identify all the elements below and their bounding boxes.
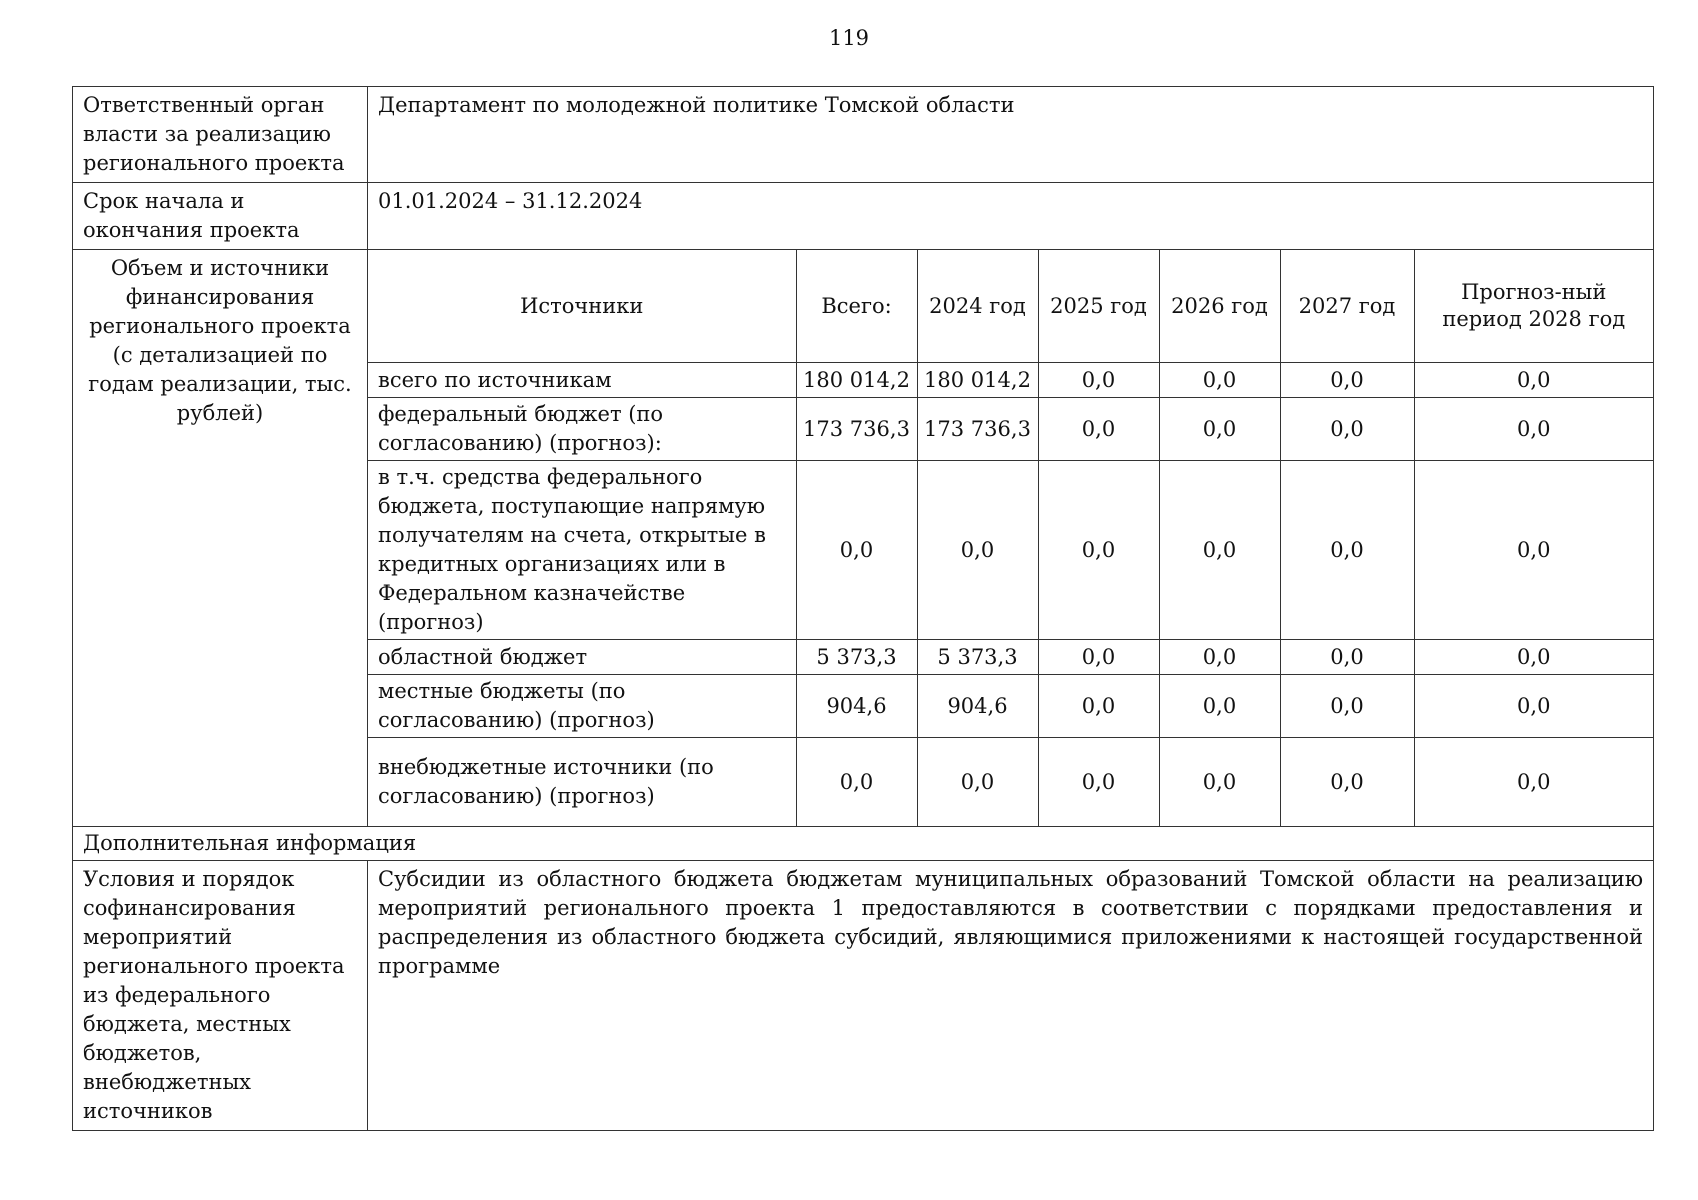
financing-value-cell: 0,0: [1280, 675, 1414, 738]
financing-source-cell: внебюджетные источники (по согласованию) (прогноз): [368, 738, 796, 827]
financing-label: Объем и источники финансирования регионального проекта (с детализацией по годам реализации, тыс. рублей): [73, 250, 368, 827]
financing-value-cell: 5 373,3: [917, 640, 1038, 675]
financing-source-cell: местные бюджеты (по согласованию) (прогноз): [368, 675, 796, 738]
additional-info-row: [73, 827, 1654, 861]
financing-row: [368, 640, 1653, 675]
financing-value-cell: 0,0: [917, 461, 1038, 640]
project-passport-table: [72, 86, 1654, 1131]
conditions-label: Условия и порядок софинансирования мероприятий регионального проекта из федерального бюджета, местных бюджетов, внебюджетных источников: [73, 861, 368, 1131]
financing-source-cell: в т.ч. средства федерального бюджета, поступающие напрямую получателям на счета, открытые в кредитных организациях или в Федеральном казначействе (прогноз): [368, 461, 796, 640]
additional-info-heading: Дополнительная информация: [73, 827, 1654, 861]
financing-cell: [368, 250, 1654, 827]
financing-header-row: [368, 250, 1653, 363]
financing-row: [73, 250, 1654, 827]
financing-value-cell: 0,0: [1038, 398, 1159, 461]
conditions-row: [73, 861, 1654, 1131]
financing-value-cell: 904,6: [796, 675, 917, 738]
financing-value-cell: 0,0: [1038, 640, 1159, 675]
financing-value-cell: 0,0: [1038, 363, 1159, 398]
financing-value-cell: 0,0: [1159, 363, 1280, 398]
financing-value-cell: 0,0: [1159, 738, 1280, 827]
financing-row: [368, 398, 1653, 461]
financing-value-cell: 0,0: [796, 738, 917, 827]
financing-row: [368, 363, 1653, 398]
financing-value-cell: 904,6: [917, 675, 1038, 738]
term-value: 01.01.2024 – 31.12.2024: [368, 183, 1654, 250]
financing-value-cell: 0,0: [917, 738, 1038, 827]
financing-value-cell: 0,0: [1414, 398, 1653, 461]
conditions-value: Субсидии из областного бюджета бюджетам муниципальных образований Томской области на реализацию мероприятий регионального проекта 1 предоставляются в соответствии с порядками предоставления и распределения из областного бюджета субсидий, являющимися приложениями к настоящей государственной программе: [368, 861, 1654, 1131]
financing-header-cell: 2027 год: [1280, 250, 1414, 363]
financing-value-cell: 0,0: [1038, 738, 1159, 827]
financing-value-cell: 0,0: [1038, 461, 1159, 640]
financing-value-cell: 0,0: [1159, 675, 1280, 738]
financing-source-cell: всего по источникам: [368, 363, 796, 398]
responsible-value: Департамент по молодежной политике Томской области: [368, 87, 1654, 183]
responsible-row: [73, 87, 1654, 183]
financing-value-cell: 0,0: [1280, 738, 1414, 827]
financing-header-cell: Всего:: [796, 250, 917, 363]
financing-value-cell: 0,0: [1280, 461, 1414, 640]
financing-value-cell: 173 736,3: [917, 398, 1038, 461]
financing-row: [368, 738, 1653, 827]
financing-value-cell: 0,0: [1414, 640, 1653, 675]
financing-header-cell: Источники: [368, 250, 796, 363]
financing-value-cell: 0,0: [1159, 640, 1280, 675]
responsible-label: Ответственный орган власти за реализацию регионального проекта: [73, 87, 368, 183]
financing-value-cell: 0,0: [1280, 363, 1414, 398]
financing-source-cell: федеральный бюджет (по согласованию) (прогноз):: [368, 398, 796, 461]
financing-header-cell: 2026 год: [1159, 250, 1280, 363]
financing-header-cell: 2024 год: [917, 250, 1038, 363]
financing-value-cell: 0,0: [1414, 461, 1653, 640]
financing-row: [368, 461, 1653, 640]
financing-value-cell: 0,0: [1038, 675, 1159, 738]
financing-table: [368, 250, 1653, 826]
financing-value-cell: 0,0: [1159, 461, 1280, 640]
financing-value-cell: 0,0: [1280, 640, 1414, 675]
financing-header-cell: Прогноз-ный период 2028 год: [1414, 250, 1653, 363]
financing-value-cell: 180 014,2: [917, 363, 1038, 398]
financing-header-cell: 2025 год: [1038, 250, 1159, 363]
financing-value-cell: 0,0: [1414, 363, 1653, 398]
term-row: [73, 183, 1654, 250]
financing-source-cell: областной бюджет: [368, 640, 796, 675]
financing-value-cell: 0,0: [796, 461, 917, 640]
financing-value-cell: 0,0: [1414, 738, 1653, 827]
financing-value-cell: 180 014,2: [796, 363, 917, 398]
financing-value-cell: 5 373,3: [796, 640, 917, 675]
financing-value-cell: 173 736,3: [796, 398, 917, 461]
financing-value-cell: 0,0: [1159, 398, 1280, 461]
financing-value-cell: 0,0: [1280, 398, 1414, 461]
financing-row: [368, 675, 1653, 738]
page-number: 119: [828, 26, 870, 50]
term-label: Срок начала и окончания проекта: [73, 183, 368, 250]
financing-value-cell: 0,0: [1414, 675, 1653, 738]
